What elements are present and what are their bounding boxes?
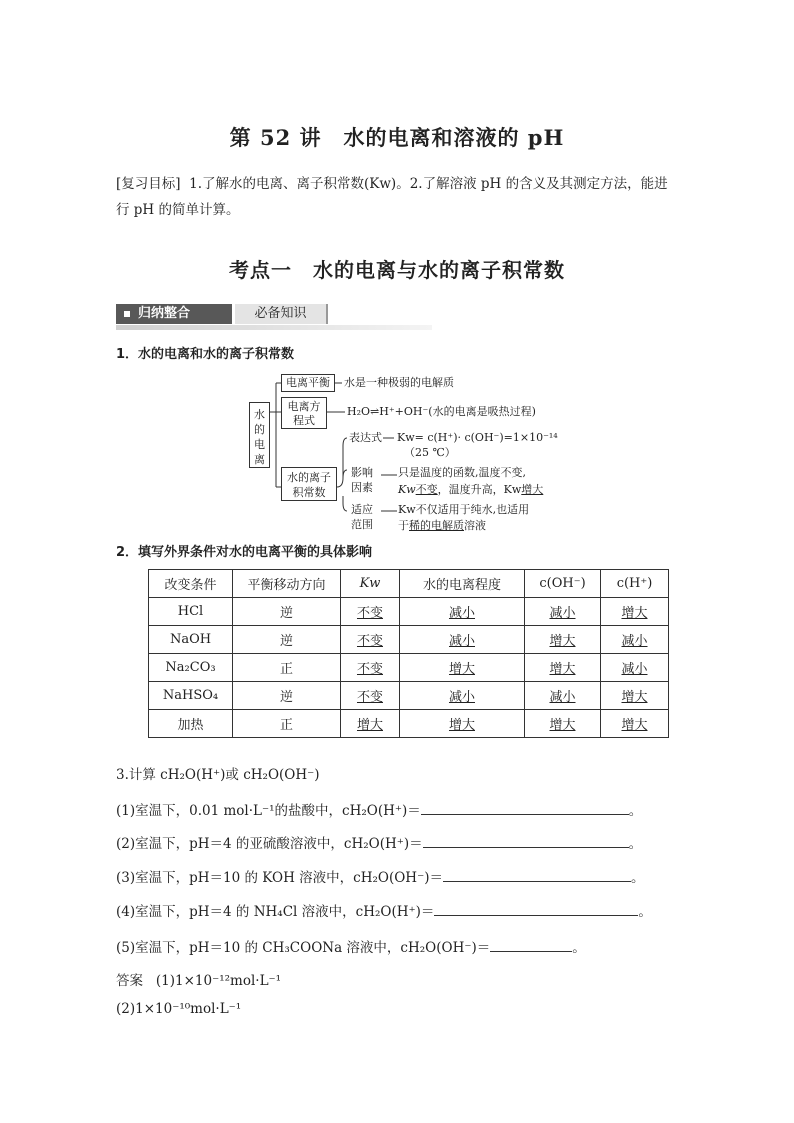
table-cell: 正 (233, 710, 341, 738)
table-cell: 增大 (525, 654, 601, 682)
node-ionization-equation: 电离方程式 (281, 397, 327, 429)
answer-blank[interactable] (490, 939, 572, 952)
review-objectives (116, 171, 668, 197)
table-cell: NaHSO₄ (149, 682, 233, 710)
table-cell: 减小 (525, 682, 601, 710)
table-cell: 正 (233, 654, 341, 682)
heading-1: 1．水的电离和水的离子积常数 (116, 347, 295, 362)
table-cell: 减小 (400, 682, 525, 710)
answer-blank[interactable] (443, 869, 631, 882)
scope-label: 适应范围 (351, 503, 373, 531)
table-header-row (149, 570, 669, 598)
table-cell: 增大 (400, 654, 525, 682)
table-row (149, 682, 669, 710)
equation-text: H₂O⇌H⁺+OH⁻ (347, 405, 429, 418)
question-2: (2)室温下，pH＝4 的亚硫酸溶液中，cH₂O(H⁺)＝ 。 (116, 836, 643, 852)
square-icon (124, 311, 130, 317)
objectives-line2: 行 pH 的简单计算。 (116, 202, 240, 218)
banner-summary: 归纳整合 (116, 304, 232, 324)
question-5: (5)室温下，pH＝10 的 CH₃COONa 溶液中，cH₂O(OH⁻)＝ 。 (116, 940, 586, 956)
answer-blank[interactable] (434, 903, 638, 916)
table-cell: 增大 (525, 626, 601, 654)
factor-line1: 只是温度的函数,温度不变, (398, 466, 526, 479)
scope-line1: Kw不仅适用于纯水,也适用 (398, 503, 530, 516)
table-cell: 逆 (233, 626, 341, 654)
table-header-cell: 水的电离程度 (400, 570, 525, 598)
table-row (149, 598, 669, 626)
banner-underline (116, 325, 432, 330)
table-cell: 减小 (601, 626, 669, 654)
node-ion-product: 水的离子积常数 (281, 467, 337, 501)
table-cell: 逆 (233, 682, 341, 710)
table-row (149, 710, 669, 738)
table-cell: 不变 (341, 626, 400, 654)
answer-label: 答案 (116, 973, 143, 989)
answer-blank[interactable] (423, 835, 629, 848)
table-cell: HCl (149, 598, 233, 626)
table-cell: 减小 (601, 654, 669, 682)
table-cell: 逆 (233, 598, 341, 626)
heading-2: 2．填写外界条件对水的电离平衡的具体影响 (116, 545, 373, 560)
expression-label: 表达式 (349, 431, 382, 444)
page-title: 第 52 讲 水的电离和溶液的 pH (229, 125, 565, 150)
equation-note: (水的电离是吸热过程) (428, 405, 536, 418)
table-cell: 减小 (400, 626, 525, 654)
table-header-cell: c(OH⁻) (525, 570, 601, 598)
table-cell: 增大 (601, 710, 669, 738)
table-cell: 增大 (341, 710, 400, 738)
table-header-cell: 平衡移动方向 (233, 570, 341, 598)
objectives-tag: [复习目标] (116, 176, 181, 192)
answer-line-1 (116, 968, 281, 994)
factor-label: 影响因素 (351, 466, 373, 494)
table-cell: 增大 (601, 682, 669, 710)
node-ionization-equilibrium: 电离平衡 (281, 374, 335, 392)
table-cell: 减小 (525, 598, 601, 626)
table-cell: 增大 (400, 710, 525, 738)
table-cell: 不变 (341, 598, 400, 626)
question-1: (1)室温下，0.01 mol·L⁻¹的盐酸中，cH₂O(H⁺)＝ 。 (116, 803, 643, 819)
answer-blank[interactable] (421, 802, 629, 815)
table-cell: 不变 (341, 682, 400, 710)
table-header-cell: c(H⁺) (601, 570, 669, 598)
question-4: (4)室温下，pH＝4 的 NH₄Cl 溶液中，cH₂O(H⁺)＝ 。 (116, 904, 652, 920)
factor-line2: Kw不变，温度升高，Kw增大 (398, 483, 544, 496)
table-header-cell: 改变条件 (149, 570, 233, 598)
table-row (149, 654, 669, 682)
banner-knowledge: 必备知识 (235, 304, 328, 324)
answer-2: (2)1×10⁻¹⁰mol·L⁻¹ (116, 1001, 242, 1017)
table-cell: 加热 (149, 710, 233, 738)
answer-1: (1)1×10⁻¹²mol·L⁻¹ (155, 973, 282, 989)
node-root: 水的电离 (249, 402, 270, 468)
heading-3: 3.计算 cH₂O(H⁺)或 cH₂O(OH⁻) (116, 767, 320, 783)
expression-condition: （25 ℃） (404, 446, 456, 459)
expression: Kw= c(H⁺)· c(OH⁻)=1×10⁻¹⁴ (397, 431, 558, 444)
ionization-equation (347, 405, 536, 418)
table-cell: 减小 (400, 598, 525, 626)
table-cell: 不变 (341, 654, 400, 682)
objectives-line1: 1.了解水的电离、离子积常数(Kw)。2.了解溶液 pH 的含义及其测定方法，能进 (189, 176, 668, 192)
node1-description: 水是一种极弱的电解质 (344, 376, 454, 389)
table-cell: Na₂CO₃ (149, 654, 233, 682)
effects-table (148, 569, 669, 738)
section-title: 考点一 水的电离与水的离子积常数 (229, 258, 565, 282)
table-cell: 增大 (525, 710, 601, 738)
scope-line2: 于稀的电解质溶液 (398, 519, 486, 532)
table-cell: NaOH (149, 626, 233, 654)
table-header-cell: Kw (341, 570, 400, 598)
table-row (149, 626, 669, 654)
table-cell: 增大 (601, 598, 669, 626)
question-3: (3)室温下，pH＝10 的 KOH 溶液中，cH₂O(OH⁻)＝ 。 (116, 870, 645, 886)
